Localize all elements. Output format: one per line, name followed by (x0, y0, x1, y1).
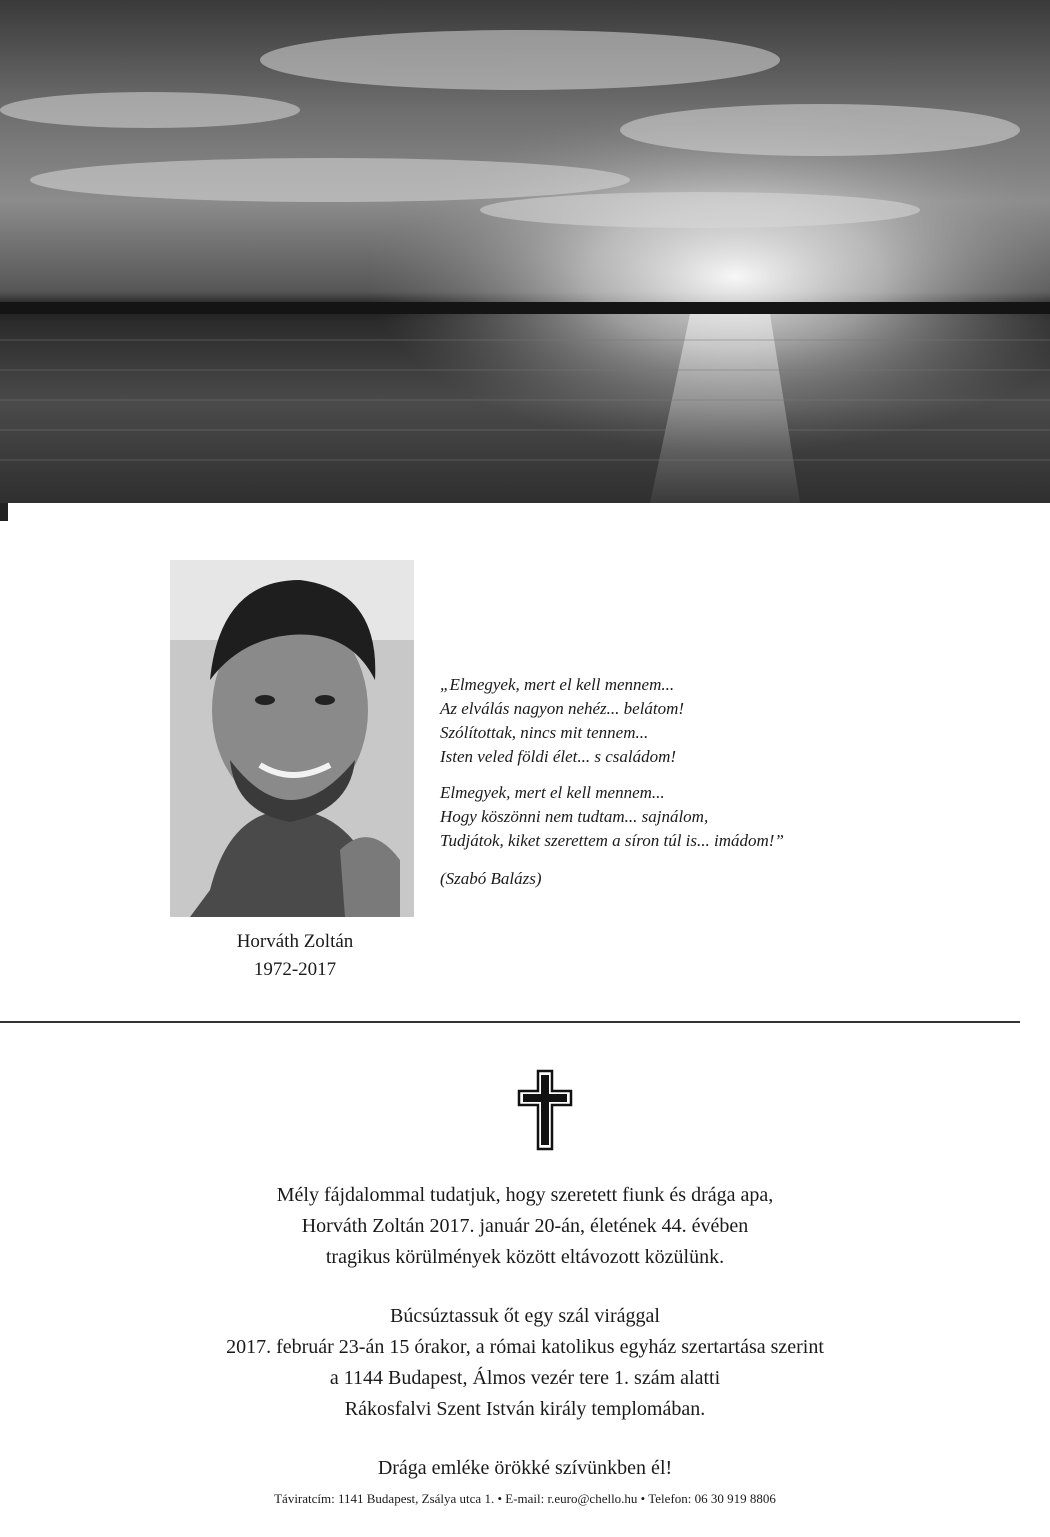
poem-line: Elmegyek, mert el kell mennem... (440, 783, 665, 802)
contact-footer: Táviratcím: 1141 Budapest, Zsálya utca 1. • E-mail: r.euro@chello.hu • Telefon: 06 30 919 8806 (274, 1491, 776, 1506)
poem-stanza-1 (440, 673, 1000, 769)
seascape-image (0, 0, 1050, 503)
death-notice (0, 1180, 1050, 1484)
poem-line: Az elválás nagyon nehéz... belátom! (440, 699, 685, 718)
poem-line: Tudjátok, kiket szerettem a síron túl is... imádom!” (440, 831, 784, 850)
notice-line: a 1144 Budapest, Álmos vezér tere 1. szám alatti (329, 1367, 721, 1389)
poem-line: Isten veled földi élet... s családom! (440, 747, 677, 766)
poem-line: „Elmegyek, mert el kell mennem... (440, 675, 675, 694)
portrait-caption (170, 928, 420, 984)
notice-line: 2017. február 23-án 15 órakor, a római katolikus egyház szertartása szerint (226, 1336, 824, 1358)
seascape-photo (0, 0, 1050, 503)
notice-line: Rákosfalvi Szent István király templomában. (344, 1398, 706, 1420)
photo-edge-mark (0, 503, 8, 521)
poem (440, 673, 1000, 891)
poem-author: (Szabó Balázs) (440, 869, 542, 888)
notice-paragraph-1 (0, 1180, 1050, 1273)
poem-line: Hogy köszönni nem tudtam... sajnálom, (440, 807, 709, 826)
deceased-name: Horváth Zoltán (236, 931, 354, 952)
notice-line: Mély fájdalommal tudatjuk, hogy szeretett fiunk és drága apa, (276, 1184, 774, 1206)
portrait-photo (170, 560, 414, 917)
notice-line: tragikus körülmények között eltávozott közülünk. (325, 1246, 725, 1268)
card-divider (0, 1021, 1020, 1023)
notice-closing: Drága emléke örökké szívünkben él! (377, 1457, 673, 1479)
notice-line: Búcsúztassuk őt egy szál virággal (390, 1305, 660, 1327)
notice-paragraph-2 (0, 1301, 1050, 1425)
life-years: 1972-2017 (253, 959, 337, 980)
poem-stanza-2 (440, 781, 1000, 853)
portrait-image (170, 560, 414, 917)
notice-line: Horváth Zoltán 2017. január 20-án, életének 44. évében (301, 1215, 749, 1237)
poem-line: Szólítottak, nincs mit tennem... (440, 723, 649, 742)
cross-icon (517, 1069, 573, 1151)
